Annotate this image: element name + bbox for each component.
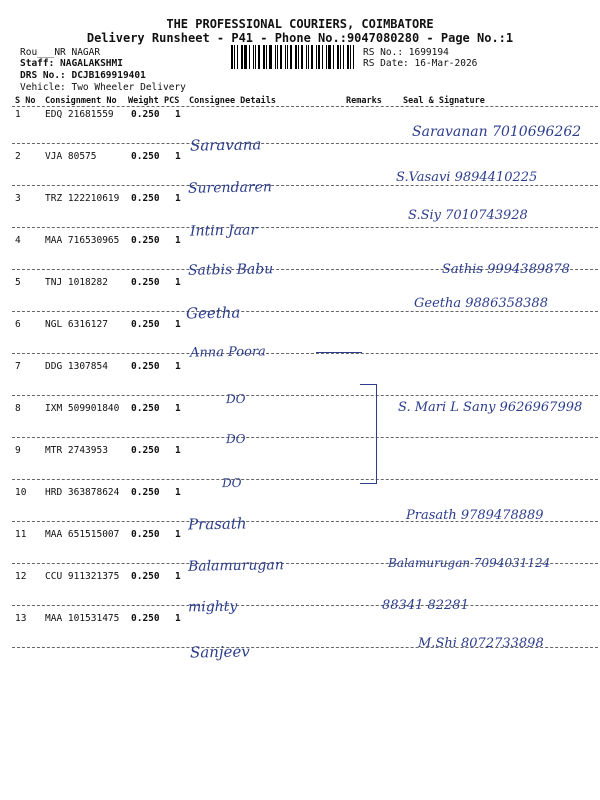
header-divider <box>12 106 598 107</box>
barcode-bar <box>277 45 278 69</box>
row-weight: 0.250 <box>131 235 160 246</box>
barcode-bar <box>263 45 265 69</box>
barcode-bar <box>340 45 341 69</box>
row-divider <box>12 311 598 312</box>
signature: M.Shi 8072733898 <box>418 636 544 651</box>
barcode-bar <box>347 45 349 69</box>
row-consignment: HRD 363878624 <box>45 487 120 498</box>
consignee-handwriting: DO <box>221 475 242 491</box>
col-sno: S No <box>15 96 36 106</box>
row-weight: 0.250 <box>131 193 160 204</box>
row-pcs: 1 <box>175 277 181 288</box>
barcode-bar <box>280 45 282 69</box>
barcode-bar <box>290 45 292 69</box>
signature: Prasath 9789478889 <box>406 508 544 523</box>
row-weight: 0.250 <box>131 571 160 582</box>
row-weight: 0.250 <box>131 277 160 288</box>
barcode-bar <box>326 45 327 69</box>
signature: Geetha 9886358388 <box>414 296 548 311</box>
barcode-bar <box>249 45 250 69</box>
row-divider <box>12 353 598 354</box>
barcode-bar <box>275 45 276 69</box>
row-sno: 13 <box>15 613 27 624</box>
signature: S.Vasavi 9894410225 <box>396 170 538 185</box>
consignee-handwriting: Saravana <box>189 135 262 155</box>
barcode-bar <box>308 45 309 69</box>
row-weight: 0.250 <box>131 529 160 540</box>
row-consignment: MAA 101531475 <box>45 613 120 624</box>
barcode-bar <box>266 45 267 69</box>
row-pcs: 1 <box>175 529 181 540</box>
row-pcs: 1 <box>175 487 181 498</box>
signature: Balamurugan 7094031124 <box>388 556 551 570</box>
row-weight: 0.250 <box>131 613 160 624</box>
col-pcs: PCS <box>164 96 180 106</box>
barcode-bar <box>258 45 260 69</box>
row-consignment: MAA 651515007 <box>45 529 120 540</box>
handwritten-dash <box>316 352 362 353</box>
row-weight: 0.250 <box>131 109 160 120</box>
consignee-handwriting: Prasath <box>187 514 247 534</box>
barcode-bar <box>287 45 288 69</box>
row-divider <box>12 143 598 144</box>
barcode-bar <box>316 45 317 69</box>
barcode-bar <box>306 45 307 69</box>
consignee-handwriting: Balamurugan <box>187 557 284 575</box>
row-consignment: CCU 911321375 <box>45 571 120 582</box>
consignee-handwriting: Sanjeev <box>189 642 250 662</box>
row-weight: 0.250 <box>131 403 160 414</box>
handwritten-bracket <box>360 384 377 484</box>
row-divider <box>12 437 598 438</box>
row-sno: 2 <box>15 151 21 162</box>
row-divider <box>12 227 598 228</box>
barcode-bar <box>231 45 233 69</box>
row-consignment: NGL 6316127 <box>45 319 108 330</box>
row-sno: 6 <box>15 319 21 330</box>
row-weight: 0.250 <box>131 319 160 330</box>
row-pcs: 1 <box>175 613 181 624</box>
barcode-bar <box>318 45 320 69</box>
barcode-bar <box>298 45 299 69</box>
consignee-handwriting: Surendaren <box>187 179 273 197</box>
row-divider <box>12 605 598 606</box>
signature: Saravanan 7010696262 <box>412 124 582 140</box>
row-consignment: IXM 509901840 <box>45 403 120 414</box>
barcode-bar <box>285 45 286 69</box>
row-consignment: DDG 1307854 <box>45 361 108 372</box>
col-seal: Seal & Signature <box>403 96 485 106</box>
row-pcs: 1 <box>175 319 181 330</box>
barcode-bar <box>328 45 331 69</box>
company-title: THE PROFESSIONAL COURIERS, COIMBATORE <box>166 17 434 31</box>
col-consignee: Consignee Details <box>189 96 276 106</box>
row-consignment: MAA 716530965 <box>45 235 120 246</box>
consignee-handwriting: Geetha <box>185 303 241 323</box>
col-consignment: Consignment No <box>45 96 117 106</box>
barcode-bar <box>353 45 354 69</box>
route: Rou___NR NAGAR <box>20 47 101 58</box>
row-sno: 7 <box>15 361 21 372</box>
consignee-handwriting: Intin Jaar <box>189 222 258 240</box>
row-divider <box>12 479 598 480</box>
barcode-bar <box>253 45 254 69</box>
row-sno: 11 <box>15 529 27 540</box>
row-pcs: 1 <box>175 109 181 120</box>
consignee-handwriting: Satbis Babu <box>187 261 274 279</box>
row-consignment: TNJ 1018282 <box>45 277 108 288</box>
row-sno: 12 <box>15 571 27 582</box>
signature: S.Siy 7010743928 <box>408 208 528 223</box>
col-remarks: Remarks <box>346 96 382 106</box>
row-pcs: 1 <box>175 361 181 372</box>
row-pcs: 1 <box>175 151 181 162</box>
consignee-handwriting: DO <box>225 391 246 407</box>
barcode-bar <box>301 45 304 69</box>
row-consignment: VJA 80575 <box>45 151 97 162</box>
row-weight: 0.250 <box>131 445 160 456</box>
barcode-bar <box>337 45 339 69</box>
signature: 88341 82281 <box>382 598 469 613</box>
drs-number: DRS No.: DCJB169919401 <box>20 70 146 81</box>
signature: Sathis 9994389878 <box>442 262 570 277</box>
barcode <box>231 45 357 69</box>
rs-date: RS Date: 16-Mar-2026 <box>363 58 478 69</box>
runsheet-title: Delivery Runsheet - P41 - Phone No.:9047080280 - Page No.:1 <box>86 31 514 45</box>
barcode-bar <box>322 45 323 69</box>
row-divider <box>12 185 598 186</box>
row-weight: 0.250 <box>131 361 160 372</box>
barcode-bar <box>244 45 247 69</box>
row-consignment: EDQ 21681559 <box>45 109 114 120</box>
row-pcs: 1 <box>175 235 181 246</box>
consignee-handwriting: DO <box>225 431 246 447</box>
barcode-bar <box>241 45 243 69</box>
row-pcs: 1 <box>175 403 181 414</box>
row-sno: 1 <box>15 109 21 120</box>
rs-number: RS No.: 1699194 <box>363 47 449 58</box>
barcode-bar <box>343 45 344 69</box>
barcode-bar <box>269 45 272 69</box>
signature: S. Mari L Sany 9626967998 <box>398 400 583 415</box>
barcode-bar <box>295 45 297 69</box>
barcode-bar <box>237 45 238 69</box>
consignee-handwriting: Anna Poora <box>189 344 266 361</box>
row-weight: 0.250 <box>131 151 160 162</box>
vehicle: Vehicle: Two Wheeler Delivery <box>20 82 186 93</box>
row-sno: 4 <box>15 235 21 246</box>
row-pcs: 1 <box>175 571 181 582</box>
row-consignment: TRZ 122210619 <box>45 193 120 204</box>
row-sno: 3 <box>15 193 21 204</box>
consignee-handwriting: mighty <box>187 598 238 616</box>
barcode-bar <box>255 45 256 69</box>
barcode-bar <box>350 45 351 69</box>
row-pcs: 1 <box>175 445 181 456</box>
row-sno: 5 <box>15 277 21 288</box>
barcode-bar <box>234 45 235 69</box>
row-consignment: MTR 2743953 <box>45 445 108 456</box>
barcode-bar <box>311 45 313 69</box>
staff: Staff: NAGALAKSHMI <box>20 58 123 69</box>
col-weight: Weight <box>128 96 159 106</box>
row-sno: 8 <box>15 403 21 414</box>
barcode-bar <box>333 45 334 69</box>
row-pcs: 1 <box>175 193 181 204</box>
row-sno: 9 <box>15 445 21 456</box>
row-sno: 10 <box>15 487 27 498</box>
row-divider <box>12 395 598 396</box>
row-weight: 0.250 <box>131 487 160 498</box>
